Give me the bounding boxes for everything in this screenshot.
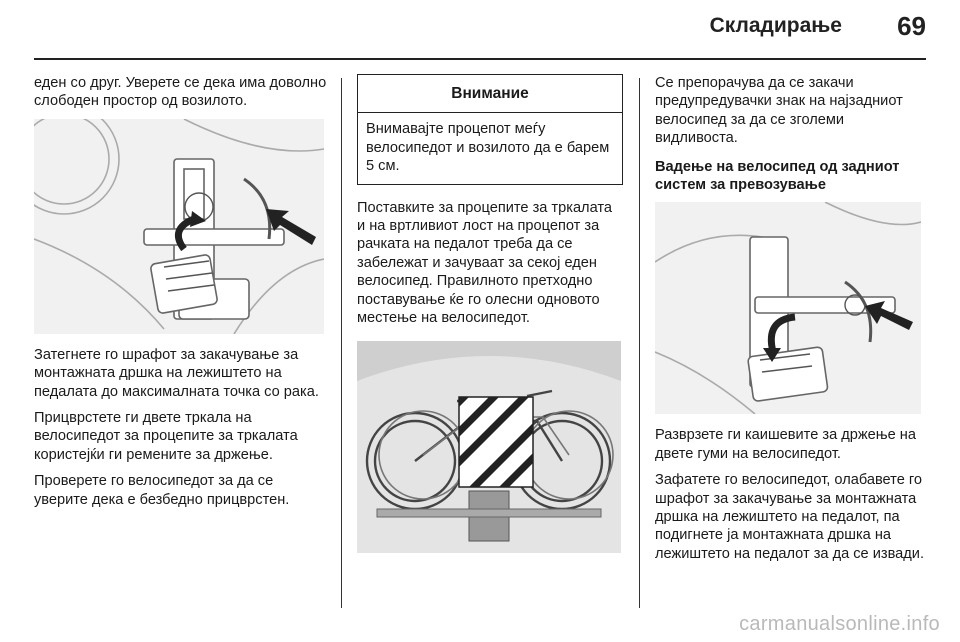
bike-removal-illustration [655,202,921,414]
paragraph: Проверете го велосипедот за да се уверите дека е безбедно прицврстен. [34,473,290,508]
callout-heading: Внимание [358,75,622,113]
column-right [655,74,930,571]
paragraph: Разврзете ги каишевите за држење на двете гуми на велосипедот. [655,427,916,462]
pedal-mount-illustration [34,119,324,334]
section-subheading: Вадење на велосипед од задниот систем за превозување [655,158,900,194]
page-title: Складирање [709,14,842,37]
header-rule [34,58,926,60]
paragraph: Затегнете го шрафот за закачувањe за монтажната дршка на лежиштето на педалата до максималната точка со рака. [34,346,319,400]
column-left [34,74,330,517]
paragraph: Поставките за процепите за тркалата и на вртливиот лост на процепот за рачката на педалот треба да се забележат и зачуваат за секој еден велосипед. Правилното претходно поставување ќе го олесни одновото местење на велосипедот. [357,199,613,327]
paragraph: Зафатете го велосипедот, олабавете го шрафот за закачување за монтажната дршка на лежиштето на педалот, па подигнете ја монтажната дршка на лежиштето на педалот за да се извади. [655,472,924,562]
paragraph: Се препорачува да се закачи предупредувачки знак на најзадниот велосипед за да се зголеми видливоста. [655,75,903,147]
paragraph: Прицврстете ги двете тркала на велосипедот за процепите за тркалата користејќи ги ремените за држење. [34,410,298,463]
watermark: carmanualsonline.info [739,613,940,635]
column-divider-1 [341,78,342,608]
column-divider-2 [639,78,640,608]
callout-text: Внимавајте процепот меѓу велосипедот и возилото да е барем 5 см. [366,121,610,175]
page-header [0,0,960,62]
page-number: 69 [897,11,926,41]
column-middle [357,74,623,553]
paragraph: еден со друг. Уверете се дека има доволно слободен простор од возилото. [34,75,327,110]
warning-callout [357,74,623,185]
bike-carrier-illustration [357,341,621,553]
